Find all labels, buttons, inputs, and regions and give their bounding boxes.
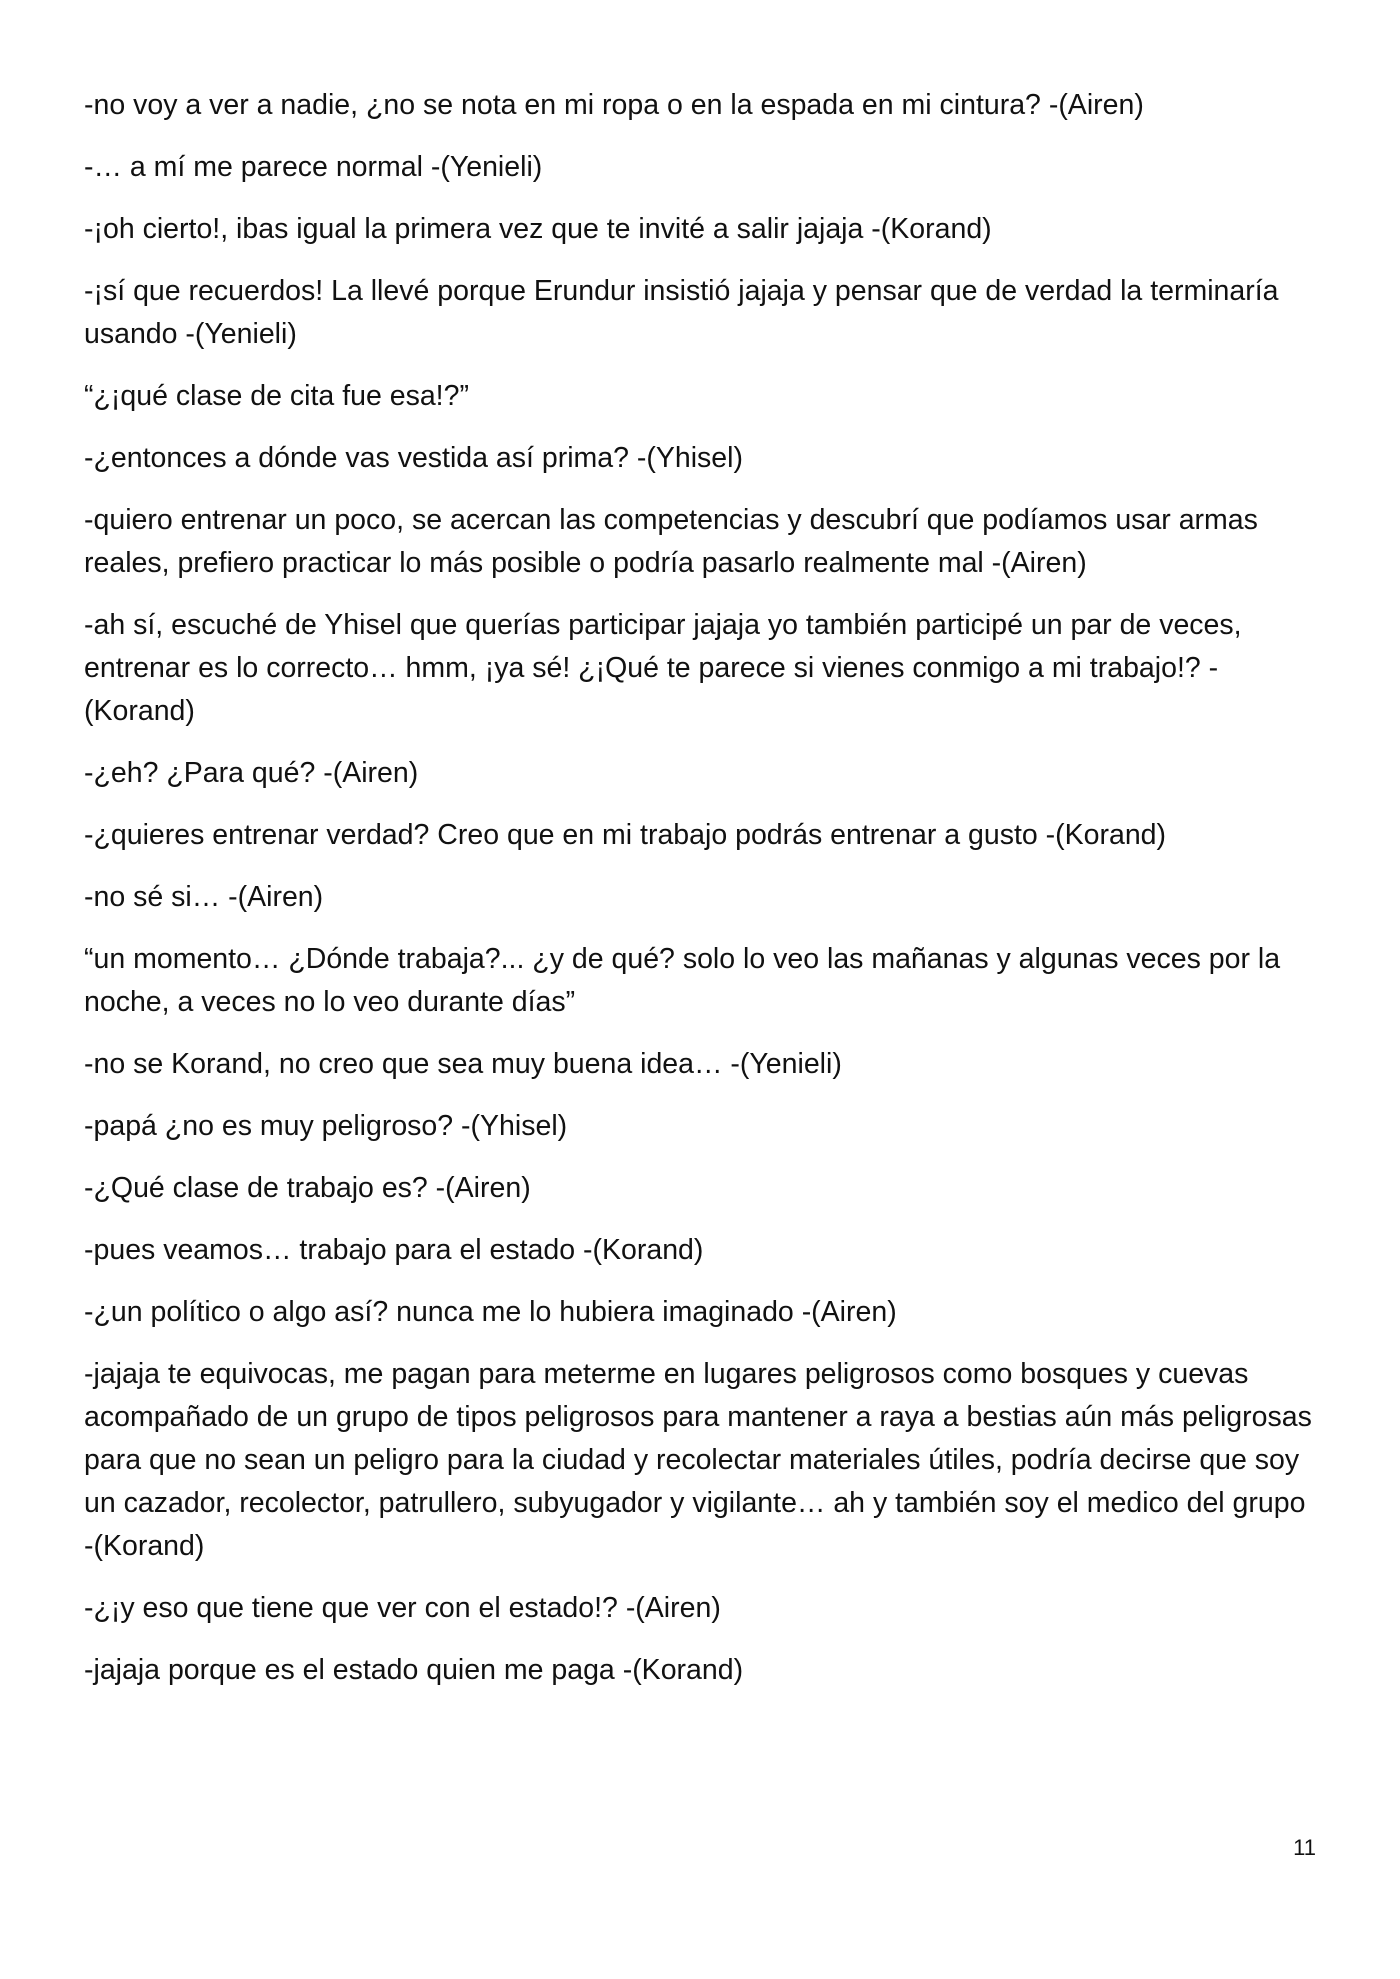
paragraph: -papá ¿no es muy peligroso? -(Yhisel) xyxy=(84,1110,568,1142)
paragraph: -pues veamos… trabajo para el estado -(Korand) xyxy=(84,1234,704,1266)
paragraph: “¿¡qué clase de cita fue esa!?” xyxy=(84,380,469,412)
paragraph: -¿un político o algo así? nunca me lo hubiera imaginado -(Airen) xyxy=(84,1296,897,1328)
paragraph: -ah sí, escuché de Yhisel que querías participar jajaja yo también participé un par de veces, entrenar es lo correcto… hmm, ¡ya sé! ¿¡Qué te parece si vienes conmigo a mi trabajo!? -(Korand) xyxy=(84,609,1242,727)
paragraph: -jajaja porque es el estado quien me paga -(Korand) xyxy=(84,1654,744,1686)
paragraph: -¡sí que recuerdos! La llevé porque Erundur insistió jajaja y pensar que de verdad la terminaría usando -(Yenieli) xyxy=(84,275,1279,350)
paragraph: -¿entonces a dónde vas vestida así prima? -(Yhisel) xyxy=(84,442,743,474)
paragraph: -no se Korand, no creo que sea muy buena idea… -(Yenieli) xyxy=(84,1048,842,1080)
paragraph: -quiero entrenar un poco, se acercan las competencias y descubrí que podíamos usar armas reales, prefiero practicar lo más posible o podría pasarlo realmente mal -(Airen) xyxy=(84,504,1258,579)
paragraph: -¿¡y eso que tiene que ver con el estado!? -(Airen) xyxy=(84,1592,721,1624)
paragraph: -¡oh cierto!, ibas igual la primera vez que te invité a salir jajaja -(Korand) xyxy=(84,213,992,245)
paragraph: -jajaja te equivocas, me pagan para meterme en lugares peligrosos como bosques y cuevas acompañado de un grupo de tipos peligrosos para mantener a raya a bestias aún más peligrosas para que no sean un peligro para la ciudad y recolectar materiales útiles, podría decirse que soy un cazador, recolector, patrullero, subyugador y vigilante… ah y también soy el medico del grupo -(Korand) xyxy=(84,1358,1312,1562)
paragraph: -¿quieres entrenar verdad? Creo que en mi trabajo podrás entrenar a gusto -(Korand) xyxy=(84,819,1167,851)
paragraph: “un momento… ¿Dónde trabaja?... ¿y de qué? solo lo veo las mañanas y algunas veces por la noche, a veces no lo veo durante días” xyxy=(84,943,1281,1018)
paragraph: -no sé si… -(Airen) xyxy=(84,881,324,913)
text-body xyxy=(84,84,1320,1711)
paragraph: -¿Qué clase de trabajo es? -(Airen) xyxy=(84,1172,531,1204)
page-number: 11 xyxy=(1293,1835,1316,1860)
paragraph: -¿eh? ¿Para qué? -(Airen) xyxy=(84,757,419,789)
paragraph: -… a mí me parece normal -(Yenieli) xyxy=(84,151,543,183)
paragraph: -no voy a ver a nadie, ¿no se nota en mi ropa o en la espada en mi cintura? -(Airen) xyxy=(84,89,1144,121)
